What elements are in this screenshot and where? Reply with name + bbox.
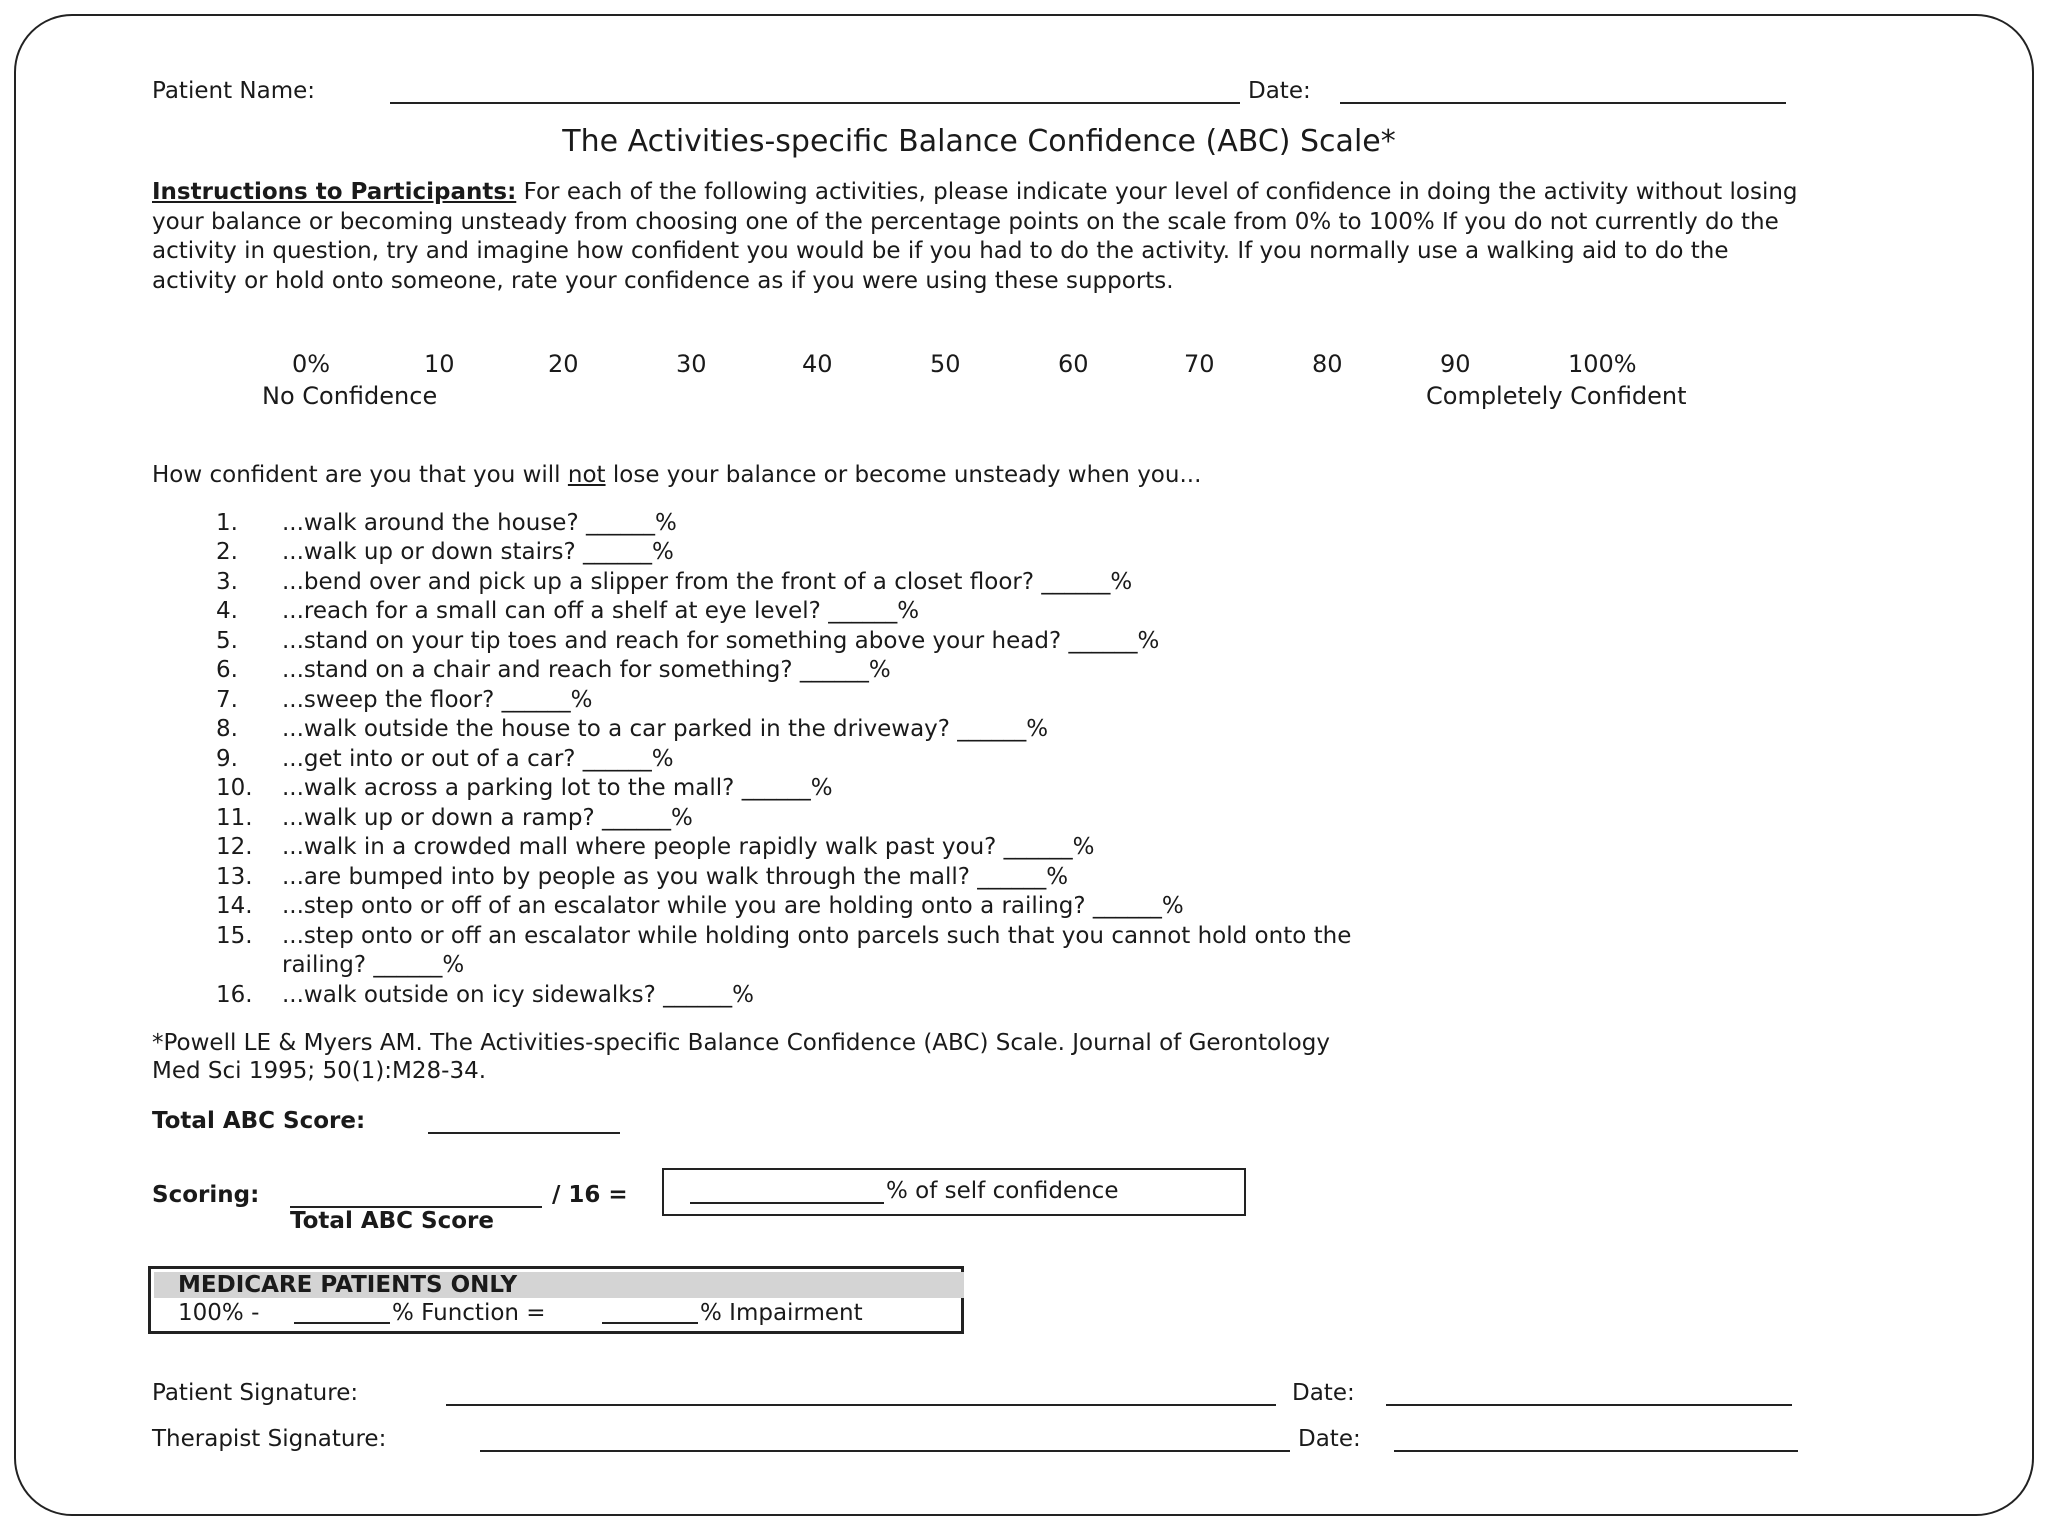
item-text: ...walk outside the house to a car parked in the driveway? ______% bbox=[282, 716, 1049, 742]
item-number: 3. bbox=[216, 569, 238, 595]
item-text-continued: railing? ______% bbox=[282, 952, 465, 978]
therapist-signature-date-label: Date: bbox=[1298, 1426, 1361, 1452]
item-number: 6. bbox=[216, 657, 238, 683]
item-text: ...walk across a parking lot to the mall? ______% bbox=[282, 775, 833, 801]
item-text: ...bend over and pick up a slipper from the front of a closet floor? ______% bbox=[282, 569, 1133, 595]
citation-line: *Powell LE & Myers AM. The Activities-specific Balance Confidence (ABC) Scale. Journal of Gerontology bbox=[152, 1030, 1330, 1056]
medicare-heading: MEDICARE PATIENTS ONLY bbox=[154, 1272, 964, 1298]
total-score-label: Total ABC Score: bbox=[152, 1108, 366, 1134]
scoring-sublabel: Total ABC Score bbox=[290, 1208, 495, 1234]
scoring-total-field[interactable] bbox=[290, 1184, 542, 1208]
scale-point: 50 bbox=[930, 350, 961, 378]
scale-point: 80 bbox=[1312, 350, 1343, 378]
item-text: ...get into or out of a car? ______% bbox=[282, 746, 674, 772]
item-number: 8. bbox=[216, 716, 238, 742]
confidence-result-suffix: % of self confidence bbox=[886, 1178, 1119, 1204]
scale-point: 30 bbox=[676, 350, 707, 378]
item-text: ...walk in a crowded mall where people rapidly walk past you? ______% bbox=[282, 834, 1095, 860]
impairment-field[interactable] bbox=[602, 1300, 698, 1324]
form-title: The Activities-specific Balance Confidence (ABC) Scale* bbox=[562, 124, 1396, 159]
item-text: ...stand on your tip toes and reach for something above your head? ______% bbox=[282, 628, 1160, 654]
therapist-signature-field[interactable] bbox=[480, 1428, 1290, 1452]
item-number: 2. bbox=[216, 539, 238, 565]
medicare-mid: % Function = bbox=[392, 1300, 546, 1326]
item-text: ...reach for a small can off a shelf at eye level? ______% bbox=[282, 598, 920, 624]
scale-point: 0% bbox=[292, 350, 331, 378]
item-text: ...stand on a chair and reach for something? ______% bbox=[282, 657, 891, 683]
scale-point: 70 bbox=[1184, 350, 1215, 378]
item-text: ...step onto or off an escalator while holding onto parcels such that you cannot hold onto the bbox=[282, 923, 1352, 949]
scale-point: 90 bbox=[1440, 350, 1471, 378]
patient-name-label: Patient Name: bbox=[152, 78, 315, 104]
item-number: 7. bbox=[216, 687, 238, 713]
item-number: 4. bbox=[216, 598, 238, 624]
question-stem bbox=[152, 462, 1201, 488]
therapist-signature-date-field[interactable] bbox=[1394, 1428, 1798, 1452]
instructions-text: For each of the following activities, please indicate your level of confidence in doing the activity without losing your balance or becoming unsteady from choosing one of the percentage points on the scale from 0% to 100% If you do not currently do the activity in question, try and imagine how confident you would be if you had to do the activity. If you normally use a walking aid to do the activity or hold onto someone, rate your confidence as if you were using these supports. bbox=[152, 179, 1798, 294]
item-text: ...walk up or down a ramp? ______% bbox=[282, 805, 693, 831]
function-field[interactable] bbox=[294, 1300, 390, 1324]
item-text: ...walk around the house? ______% bbox=[282, 510, 677, 536]
total-score-field[interactable] bbox=[428, 1110, 620, 1134]
item-number: 5. bbox=[216, 628, 238, 654]
item-text: ...walk outside on icy sidewalks? ______% bbox=[282, 982, 754, 1008]
instructions-paragraph bbox=[152, 178, 1812, 296]
scale-point: 100% bbox=[1568, 350, 1637, 378]
confidence-result-field[interactable] bbox=[690, 1180, 884, 1204]
item-number: 10. bbox=[216, 775, 253, 801]
medicare-suffix: % Impairment bbox=[700, 1300, 863, 1326]
scale-point: 40 bbox=[802, 350, 833, 378]
medicare-prefix: 100% - bbox=[178, 1300, 260, 1326]
item-number: 16. bbox=[216, 982, 253, 1008]
therapist-signature-label: Therapist Signature: bbox=[152, 1426, 387, 1452]
patient-signature-label: Patient Signature: bbox=[152, 1380, 359, 1406]
scale-low-label: No Confidence bbox=[262, 382, 438, 410]
patient-signature-field[interactable] bbox=[446, 1382, 1276, 1406]
scale-point: 20 bbox=[548, 350, 579, 378]
date-field[interactable] bbox=[1340, 80, 1786, 104]
scale-high-label: Completely Confident bbox=[1426, 382, 1687, 410]
citation-line: Med Sci 1995; 50(1):M28-34. bbox=[152, 1058, 487, 1084]
item-number: 15. bbox=[216, 923, 253, 949]
patient-signature-date-field[interactable] bbox=[1386, 1382, 1792, 1406]
scoring-divisor: / 16 = bbox=[552, 1182, 628, 1208]
question-text: lose your balance or become unsteady when you... bbox=[605, 462, 1202, 488]
item-number: 14. bbox=[216, 893, 253, 919]
scoring-label: Scoring: bbox=[152, 1182, 260, 1208]
item-text: ...walk up or down stairs? ______% bbox=[282, 539, 674, 565]
question-emphasis: not bbox=[567, 462, 606, 488]
item-number: 13. bbox=[216, 864, 253, 890]
item-text: ...are bumped into by people as you walk through the mall? ______% bbox=[282, 864, 1069, 890]
patient-signature-date-label: Date: bbox=[1292, 1380, 1355, 1406]
scale-point: 10 bbox=[424, 350, 455, 378]
item-number: 1. bbox=[216, 510, 238, 536]
question-text: How confident are you that you will bbox=[152, 462, 568, 488]
date-label: Date: bbox=[1248, 78, 1311, 104]
item-number: 9. bbox=[216, 746, 238, 772]
item-text: ...step onto or off of an escalator while you are holding onto a railing? ______% bbox=[282, 893, 1184, 919]
item-number: 11. bbox=[216, 805, 253, 831]
instructions-heading: Instructions to Participants: bbox=[152, 179, 517, 205]
patient-name-field[interactable] bbox=[390, 80, 1240, 104]
item-text: ...sweep the floor? ______% bbox=[282, 687, 593, 713]
scale-point: 60 bbox=[1058, 350, 1089, 378]
item-number: 12. bbox=[216, 834, 253, 860]
